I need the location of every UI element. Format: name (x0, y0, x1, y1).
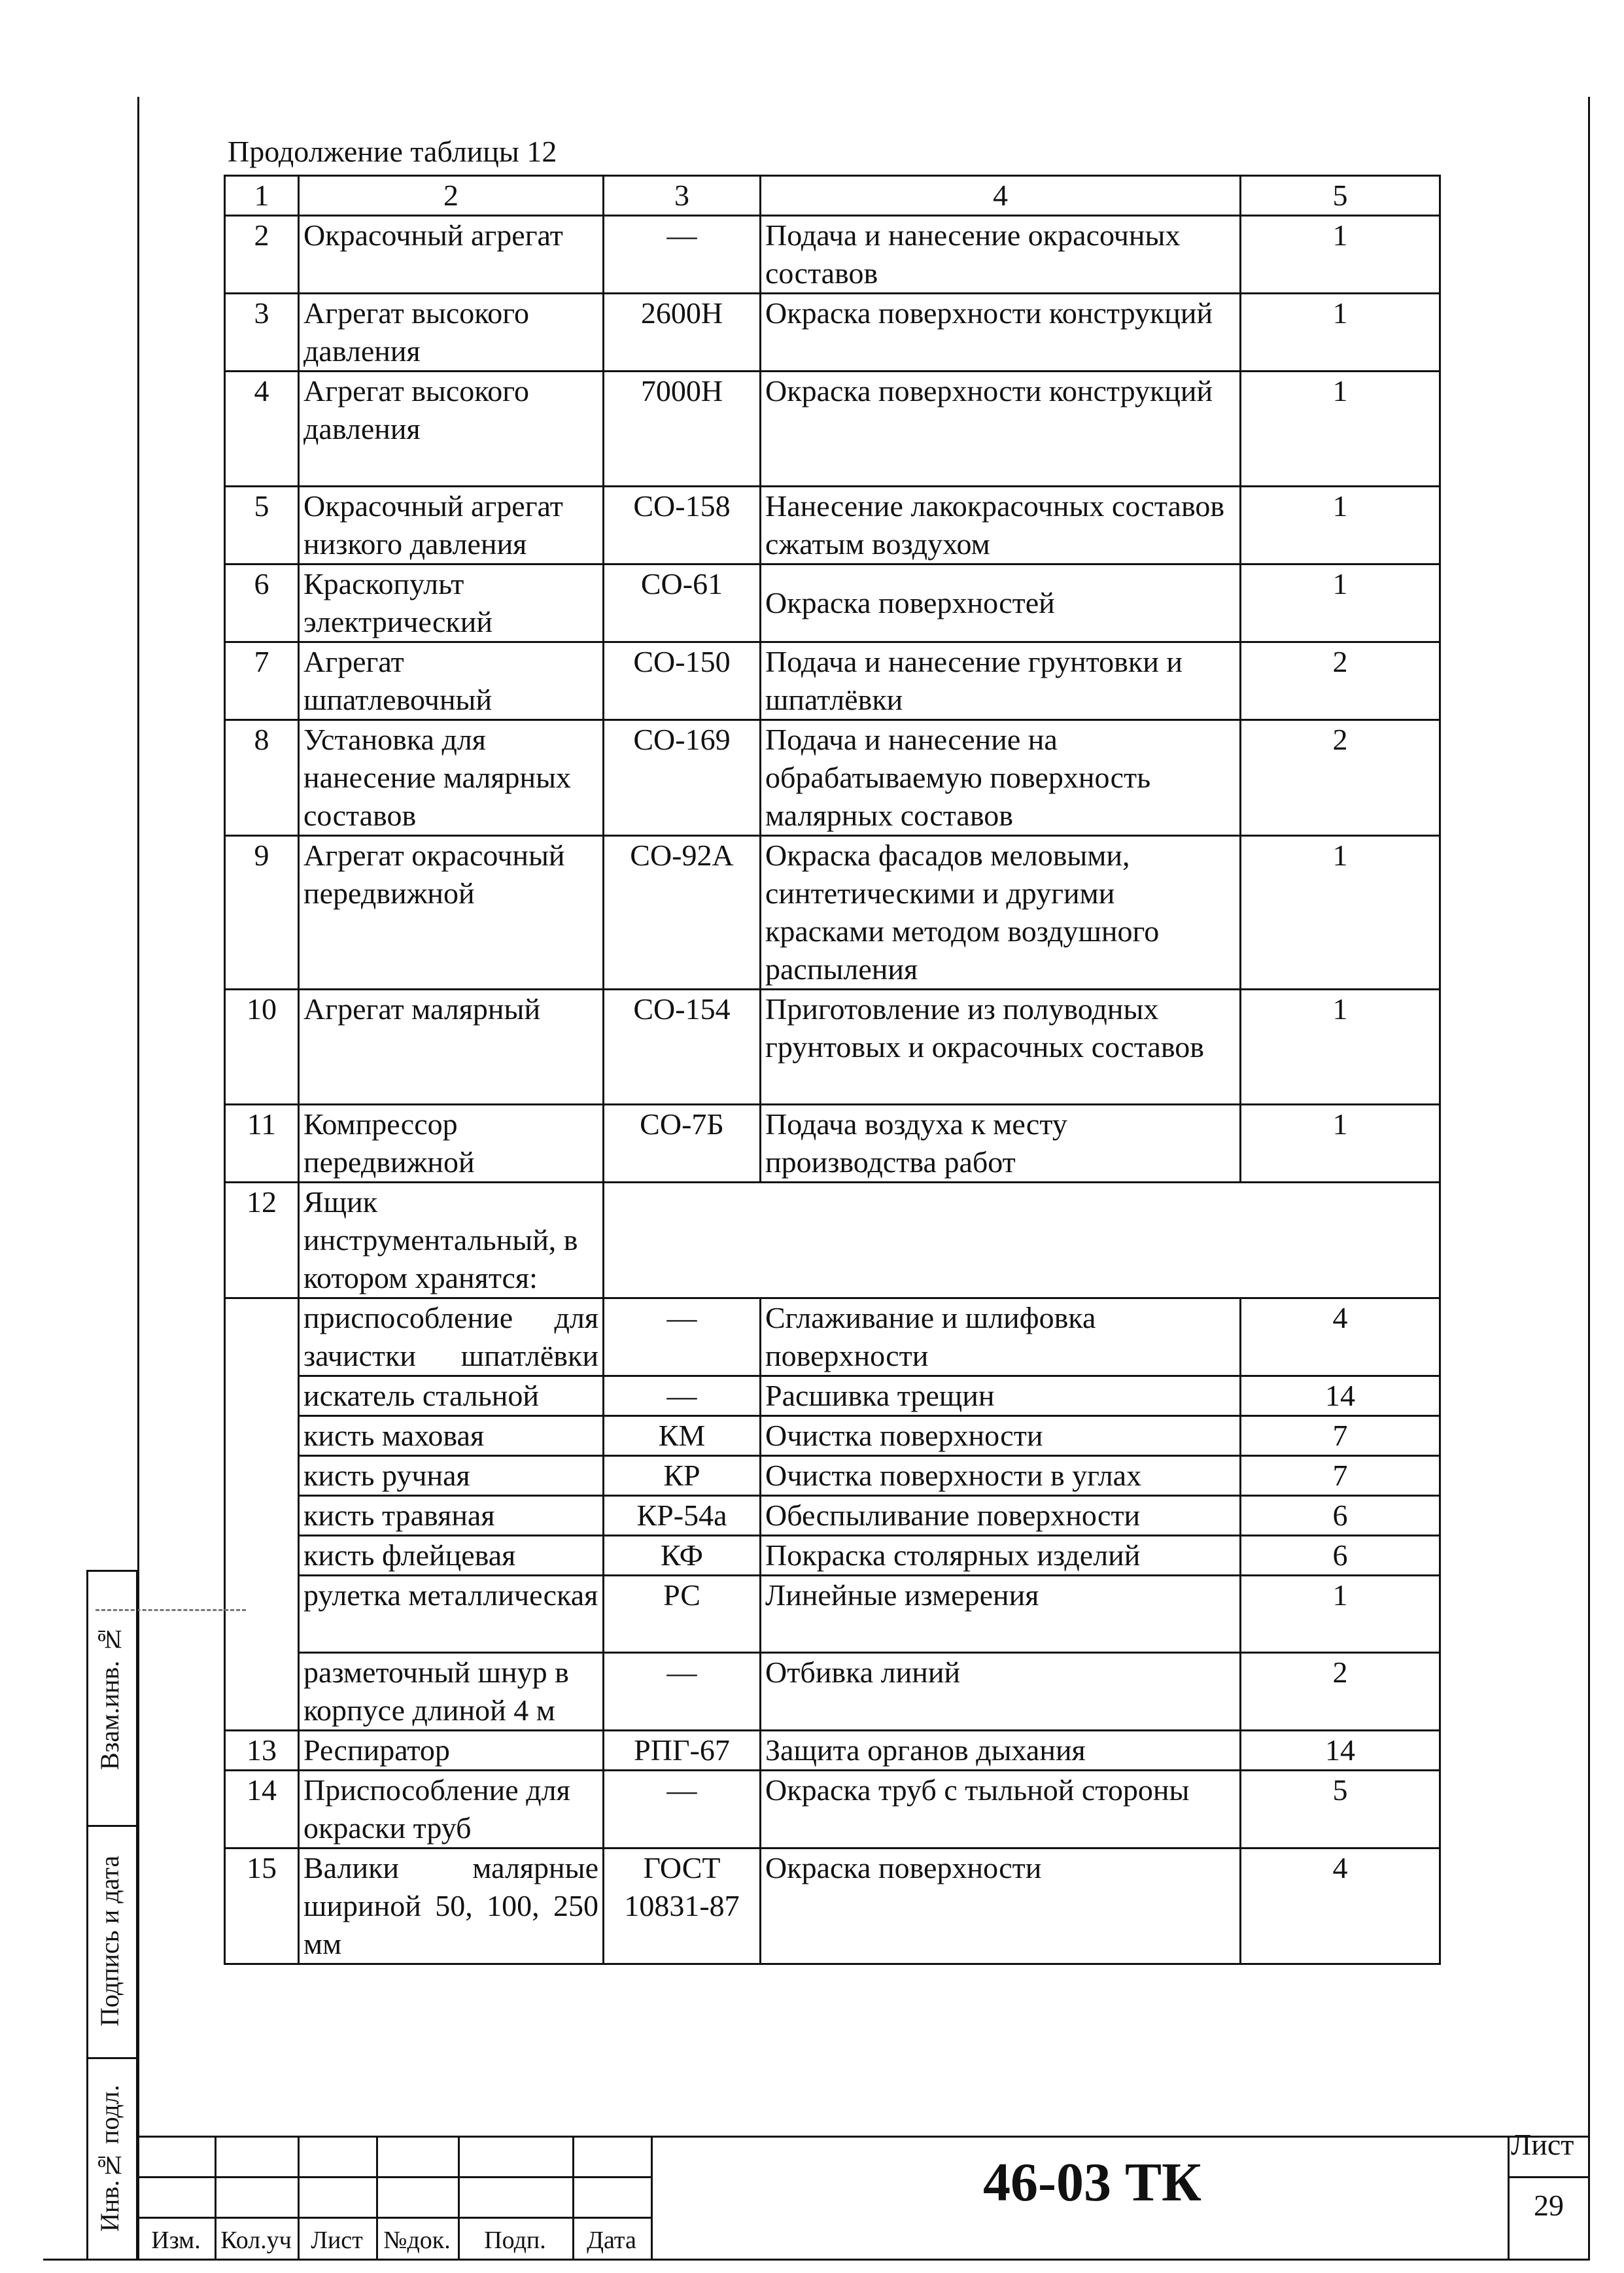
row-number: 14 (225, 1771, 299, 1848)
col-header-5: 5 (1241, 176, 1440, 216)
subrow-name: искатель стальной (299, 1376, 604, 1416)
toolbox-subrow (225, 1653, 1440, 1731)
row-purpose: Подача воздуха к месту производства работ (761, 1105, 1241, 1183)
toolbox-number-spacer (225, 1298, 299, 1731)
row-number: 4 (225, 372, 299, 487)
row-mark: СО-150 (604, 642, 761, 720)
subrow-qty: 6 (1241, 1496, 1440, 1536)
side-stamp-col-line (86, 1570, 88, 2260)
row-mark: СО-154 (604, 990, 761, 1105)
toolbox-row (225, 1183, 1440, 1298)
side-stamp-divider (86, 1825, 139, 1827)
signature-date-label: Подпись и дата (95, 1855, 124, 2027)
sheet-label: Лист (1511, 2128, 1574, 2161)
subrow-name: кисть флейцевая (299, 1536, 604, 1576)
subrow-mark: КФ (604, 1536, 761, 1576)
row-purpose: Подача и нанесение грунтовки и шпатлёвки (761, 642, 1241, 720)
subrow-purpose: Очистка поверхности (761, 1416, 1241, 1456)
subrow-mark: КМ (604, 1416, 761, 1456)
subrow-mark: — (604, 1376, 761, 1416)
subrow-qty: 6 (1241, 1536, 1440, 1576)
subrow-qty: 7 (1241, 1456, 1440, 1496)
header-row (225, 176, 1440, 216)
row-name: Окрасочный агрегат (299, 216, 604, 294)
row-name: Приспособление для окраски труб (299, 1771, 604, 1848)
toolbox-subrow (225, 1456, 1440, 1496)
sheet-number: 29 (1534, 2189, 1564, 2222)
row-purpose: Окраска фасадов меловыми, синтетическими и другими красками методом воздушного распыления (761, 836, 1241, 990)
side-stamp (43, 1570, 138, 2260)
document-code: 46-03 ТК (983, 2152, 1201, 2213)
subrow-qty: 1 (1241, 1576, 1440, 1653)
doc-number-label: №док. (383, 2227, 451, 2254)
row-purpose: Подача и нанесение на обрабатываемую поверхность малярных составов (761, 720, 1241, 836)
subrow-purpose: Покраска столярных изделий (761, 1536, 1241, 1576)
row-name: Валики малярные шириной 50, 100, 250 мм (299, 1848, 604, 1964)
subrow-mark: КР-54а (604, 1496, 761, 1536)
row-name: Агрегат высокого давления (299, 372, 604, 487)
row-name: Агрегат окрасочный передвижной (299, 836, 604, 990)
row-purpose: Нанесение лакокрасочных составов сжатым воздухом (761, 487, 1241, 564)
title-block-top-line (137, 2136, 1589, 2138)
row-qty: 1 (1241, 216, 1440, 294)
subrow-mark: КР (604, 1456, 761, 1496)
title-block-col-line (651, 2136, 653, 2260)
col-header-2: 2 (299, 176, 604, 216)
row-mark: СО-158 (604, 487, 761, 564)
row-purpose: Окраска поверхности конструкций (761, 372, 1241, 487)
toolbox-empty-cell (604, 1183, 1440, 1298)
table-row (225, 1105, 1440, 1183)
subrow-qty: 2 (1241, 1653, 1440, 1731)
table-caption: Продолжение таблицы 12 (228, 135, 557, 168)
row-qty: 1 (1241, 1105, 1440, 1183)
row-purpose: Окраска поверхности (761, 1848, 1241, 1964)
subrow-name: приспособление для зачистки шпатлёвки (299, 1298, 604, 1376)
table-row (225, 1731, 1440, 1771)
row-mark: 7000Н (604, 372, 761, 487)
row-mark: РПГ-67 (604, 1731, 761, 1771)
row-mark: 2600Н (604, 294, 761, 372)
subrow-purpose: Обеспыливание поверхности (761, 1496, 1241, 1536)
table-row (225, 1848, 1440, 1964)
row-number: 7 (225, 642, 299, 720)
row-qty: 1 (1241, 372, 1440, 487)
row-mark: СО-92А (604, 836, 761, 990)
original-inventory-label: Инв.№ подл. (95, 2085, 124, 2232)
signature-label: Подп. (484, 2227, 546, 2254)
row-number: 10 (225, 990, 299, 1105)
row-purpose: Окраска труб с тыльной стороны (761, 1771, 1241, 1848)
row-name: Компрессор передвижной (299, 1105, 604, 1183)
row-qty: 2 (1241, 720, 1440, 836)
row-number: 9 (225, 836, 299, 990)
subrow-purpose: Очистка поверхности в углах (761, 1456, 1241, 1496)
table-row (225, 642, 1440, 720)
subrow-mark: РС (604, 1576, 761, 1653)
sheet-col-label: Лист (311, 2227, 363, 2254)
sheet-cell-line (1508, 2176, 1589, 2178)
subrow-purpose: Сглаживание и шлифовка поверхности (761, 1298, 1241, 1376)
table-row (225, 372, 1440, 487)
change-label: Изм. (151, 2227, 201, 2254)
row-name: Респиратор (299, 1731, 604, 1771)
subrow-purpose: Отбивка линий (761, 1653, 1241, 1731)
row-mark: — (604, 216, 761, 294)
row-name: Агрегат шпатлевочный (299, 642, 604, 720)
row-qty: 4 (1241, 1848, 1440, 1964)
row-qty: 1 (1241, 487, 1440, 564)
toolbox-name: Ящик инструментальный, в котором хранятся: (299, 1183, 604, 1298)
subrow-name: разметочный шнур в корпусе длиной 4 м (299, 1653, 604, 1731)
row-mark: ГОСТ 10831-87 (604, 1848, 761, 1964)
row-mark: СО-61 (604, 564, 761, 642)
row-number: 11 (225, 1105, 299, 1183)
col-header-4: 4 (761, 176, 1241, 216)
subrow-name: кисть травяная (299, 1496, 604, 1536)
row-purpose: Окраска поверхности конструкций (761, 294, 1241, 372)
row-purpose: Приготовление из полуводных грунтовых и окрасочных составов (761, 990, 1241, 1105)
row-number: 15 (225, 1848, 299, 1964)
toolbox-subrow (225, 1416, 1440, 1456)
date-label: Дата (587, 2227, 636, 2254)
row-qty: 2 (1241, 642, 1440, 720)
table-row (225, 720, 1440, 836)
row-qty: 1 (1241, 294, 1440, 372)
row-number: 3 (225, 294, 299, 372)
side-stamp-divider (86, 2057, 139, 2059)
row-number: 6 (225, 564, 299, 642)
toolbox-subrow (225, 1376, 1440, 1416)
row-name: Установка для нанесение малярных составов (299, 720, 604, 836)
subrow-purpose: Расшивка трещин (761, 1376, 1241, 1416)
row-mark: СО-169 (604, 720, 761, 836)
row-number: 5 (225, 487, 299, 564)
row-qty: 1 (1241, 990, 1440, 1105)
row-qty: 1 (1241, 836, 1440, 990)
row-number: 2 (225, 216, 299, 294)
title-block (137, 2136, 1589, 2260)
title-block-col-line (1508, 2136, 1510, 2260)
table-row (225, 564, 1440, 642)
row-purpose: Подача и нанесение окрасочных составов (761, 216, 1241, 294)
row-mark: СО-7Б (604, 1105, 761, 1183)
row-number: 8 (225, 720, 299, 836)
side-stamp-divider (86, 1570, 139, 1572)
table-row (225, 216, 1440, 294)
toolbox-subrow (225, 1298, 1440, 1376)
row-qty: 1 (1241, 564, 1440, 642)
table-row (225, 487, 1440, 564)
table-row (225, 294, 1440, 372)
col-header-3: 3 (604, 176, 761, 216)
row-name: Агрегат малярный (299, 990, 604, 1105)
toolbox-subrow (225, 1536, 1440, 1576)
row-mark: — (604, 1771, 761, 1848)
table-row (225, 1771, 1440, 1848)
row-name: Окрасочный агрегат низкого давления (299, 487, 604, 564)
row-qty: 14 (1241, 1731, 1440, 1771)
subrow-name: кисть маховая (299, 1416, 604, 1456)
table-row (225, 990, 1440, 1105)
table-row (225, 836, 1440, 990)
row-name: Агрегат высокого давления (299, 294, 604, 372)
subrow-name: рулетка металлическая (299, 1576, 604, 1653)
row-purpose: Защита органов дыхания (761, 1731, 1241, 1771)
toolbox-subrow (225, 1496, 1440, 1536)
row-number: 13 (225, 1731, 299, 1771)
col-header-1: 1 (225, 176, 299, 216)
subrow-qty: 7 (1241, 1416, 1440, 1456)
subrow-qty: 4 (1241, 1298, 1440, 1376)
subrow-mark: — (604, 1653, 761, 1731)
row-number: 12 (225, 1183, 299, 1298)
row-purpose: Окраска поверхностей (761, 564, 1241, 642)
frame-right-border (1588, 97, 1590, 2260)
subrow-qty: 14 (1241, 1376, 1440, 1416)
equipment-table (224, 175, 1441, 1965)
toolbox-subrow (225, 1576, 1440, 1653)
qty-changes-label: Кол.уч (220, 2227, 292, 2254)
subrow-purpose: Линейные измерения (761, 1576, 1241, 1653)
subrow-mark: — (604, 1298, 761, 1376)
replacement-inventory-label: Взам.инв. № (95, 1624, 124, 1771)
subrow-name: кисть ручная (299, 1456, 604, 1496)
row-name: Краскопульт электрический (299, 564, 604, 642)
row-qty: 5 (1241, 1771, 1440, 1848)
